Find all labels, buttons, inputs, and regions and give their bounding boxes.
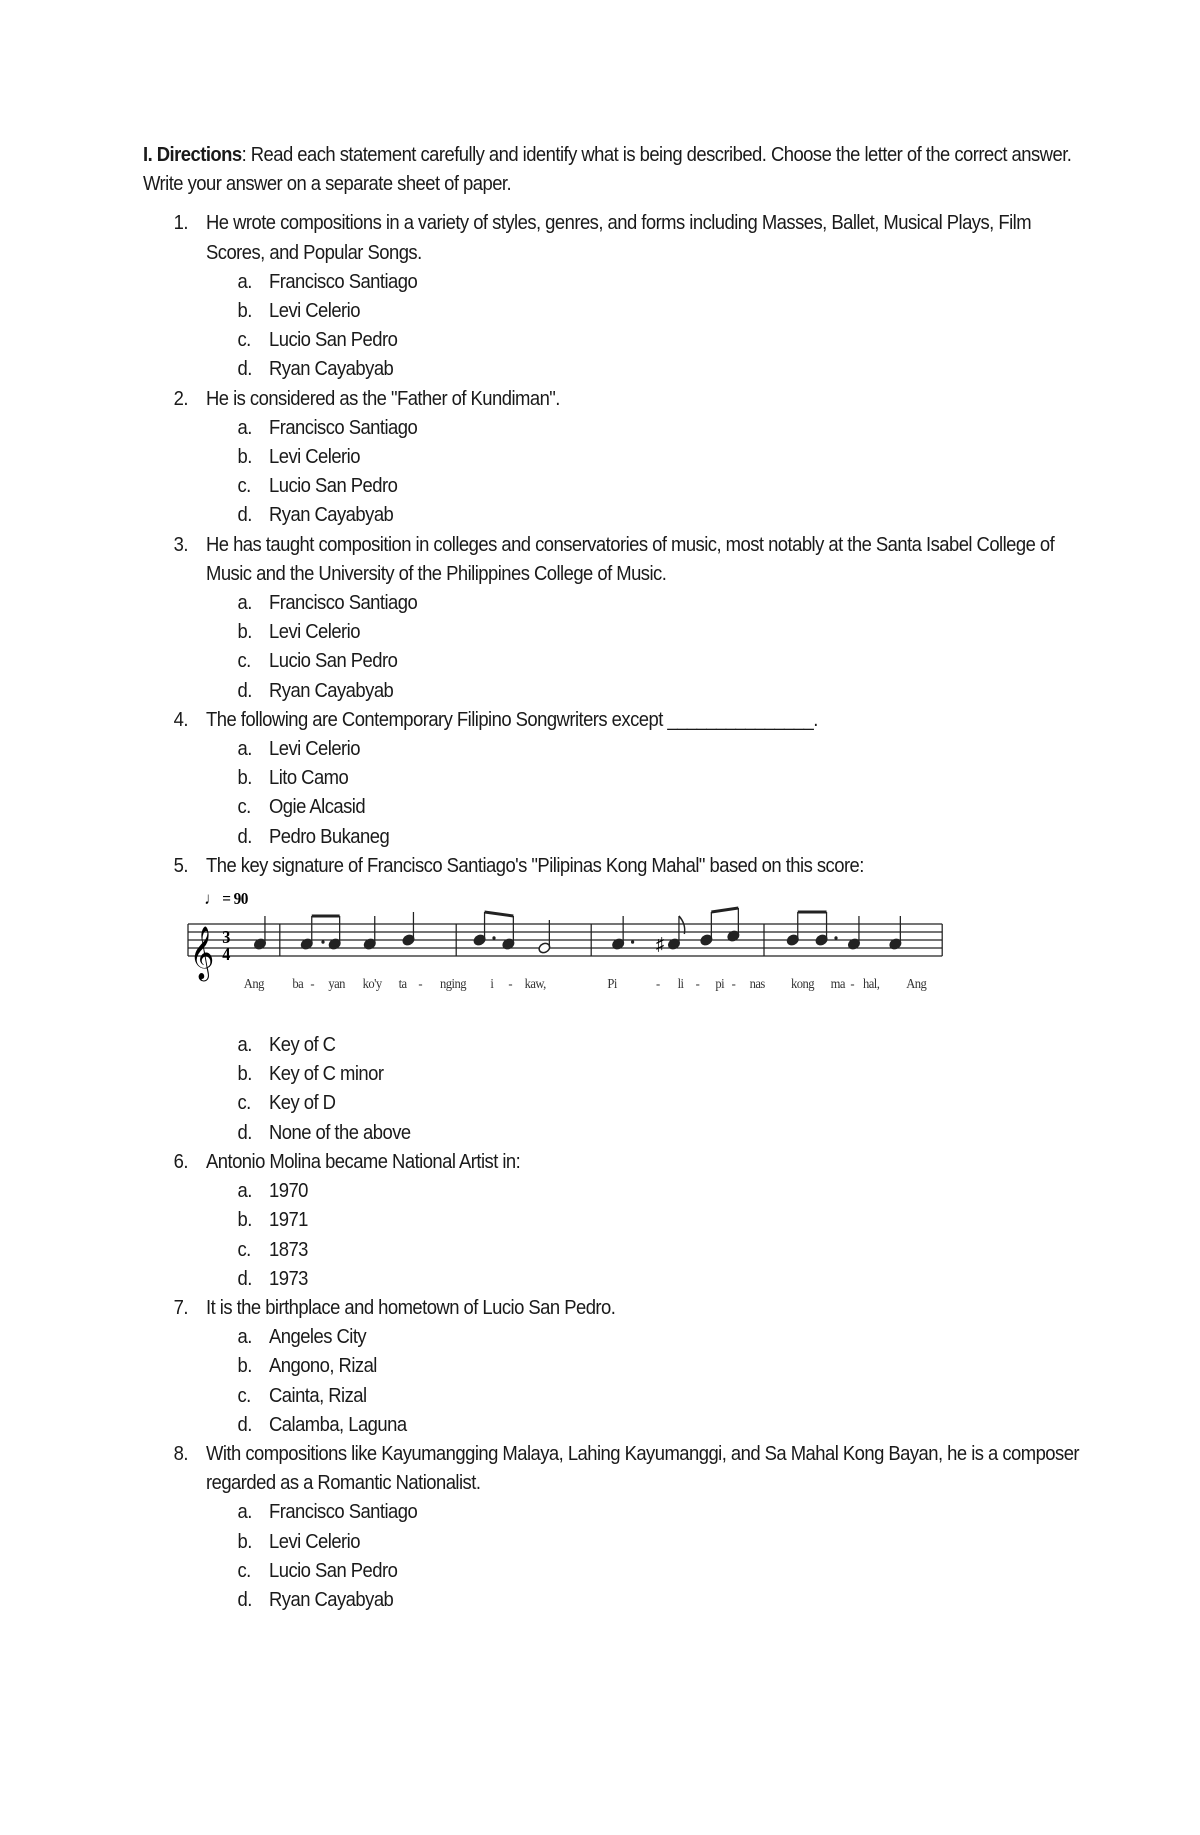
choice-d bbox=[206, 1410, 1083, 1439]
choice-text: 1970 bbox=[269, 1179, 308, 1203]
question-text: With compositions like Kayumangging Malaya, Lahing Kayumanggi, and Sa Mahal Kong Bayan, he is a composer regarded as a Romantic Nationalist. bbox=[206, 1441, 1080, 1495]
choice-text: Levi Celerio bbox=[269, 737, 360, 761]
music-score bbox=[170, 884, 946, 1016]
choice-c bbox=[206, 646, 1083, 675]
question-8 bbox=[143, 1439, 1083, 1614]
lyric-syllable: Pi bbox=[607, 975, 617, 992]
question-text: He has taught composition in colleges and conservatories of music, most notably at the Santa Isabel College of Music and the University of the Philippines College of Music. bbox=[206, 532, 1055, 585]
choice-letter: a. bbox=[237, 1179, 252, 1203]
lyric-syllable: kaw, bbox=[524, 975, 546, 992]
note-dot bbox=[321, 940, 324, 944]
question-text: The following are Contemporary Filipino Songwriters except _______________. bbox=[206, 707, 818, 731]
lyric-syllable: ma bbox=[830, 975, 845, 992]
choice-letter: d. bbox=[237, 503, 252, 527]
choice-list bbox=[206, 1030, 1083, 1147]
choice-letter: a. bbox=[237, 415, 252, 439]
choice-list bbox=[206, 413, 1083, 530]
choice-letter: b. bbox=[237, 766, 252, 790]
lyric-syllable: Ang bbox=[243, 975, 264, 992]
choice-b bbox=[206, 1059, 1083, 1088]
choice-text: Key of C bbox=[269, 1033, 336, 1057]
choice-text: 1973 bbox=[269, 1266, 308, 1290]
choice-text: Ryan Cayabyab bbox=[269, 678, 394, 702]
choice-letter: b. bbox=[237, 620, 252, 644]
lyric-syllable: hal, bbox=[863, 975, 880, 992]
choice-a bbox=[206, 413, 1083, 442]
choice-a bbox=[206, 1322, 1083, 1351]
tempo-marking: ♩ = 90 bbox=[204, 890, 248, 909]
lyrics bbox=[244, 975, 927, 991]
choice-text: Lucio San Pedro bbox=[269, 474, 398, 498]
question-4 bbox=[143, 705, 1083, 851]
choice-letter: a. bbox=[237, 1325, 252, 1349]
lyric-syllable: kong bbox=[791, 975, 815, 992]
choice-letter: c. bbox=[237, 1091, 251, 1115]
choice-text: Ryan Cayabyab bbox=[269, 357, 394, 381]
choice-letter: d. bbox=[237, 1587, 252, 1611]
choice-b bbox=[206, 442, 1083, 471]
choice-text: Francisco Santiago bbox=[269, 415, 418, 439]
choice-letter: c. bbox=[237, 795, 251, 819]
choice-a bbox=[206, 1176, 1083, 1205]
choice-letter: d. bbox=[237, 824, 252, 848]
choice-list bbox=[206, 1322, 1083, 1439]
question-number: 3. bbox=[173, 532, 188, 556]
choice-list bbox=[206, 1497, 1083, 1614]
question-6 bbox=[143, 1147, 1083, 1293]
note-beam bbox=[485, 912, 514, 916]
choice-letter: d. bbox=[237, 1120, 252, 1144]
lyric-syllable: - bbox=[418, 975, 423, 992]
choice-b bbox=[206, 1527, 1083, 1556]
choice-d bbox=[206, 1118, 1083, 1147]
choice-text: Levi Celerio bbox=[269, 445, 360, 469]
choice-text: Angono, Rizal bbox=[269, 1354, 377, 1378]
lyric-syllable: ba bbox=[292, 975, 304, 992]
notes bbox=[254, 908, 902, 954]
question-text: He wrote compositions in a variety of styles, genres, and forms including Masses, Ballet, Musical Plays, Film Scores, and Popular Songs. bbox=[206, 211, 1032, 264]
choice-d bbox=[206, 354, 1083, 383]
choice-text: Levi Celerio bbox=[269, 620, 360, 644]
question-number: 8. bbox=[173, 1441, 188, 1465]
choice-text: Francisco Santiago bbox=[269, 269, 418, 293]
lyric-syllable: i bbox=[490, 975, 494, 992]
choice-text: Lucio San Pedro bbox=[269, 328, 398, 352]
choice-letter: a. bbox=[237, 1500, 252, 1524]
choice-text: Francisco Santiago bbox=[269, 1500, 418, 1524]
choice-b bbox=[206, 1351, 1083, 1380]
lyric-syllable: pi bbox=[715, 975, 725, 992]
question-1 bbox=[143, 208, 1083, 383]
choice-text: Lucio San Pedro bbox=[269, 649, 398, 673]
question-text: He is considered as the "Father of Kundiman". bbox=[206, 386, 560, 410]
quiz-content bbox=[143, 140, 1083, 1614]
choice-list bbox=[206, 1176, 1083, 1293]
choice-letter: b. bbox=[237, 445, 252, 469]
lyric-syllable: - bbox=[850, 975, 855, 992]
choice-text: Lito Camo bbox=[269, 766, 349, 790]
choice-letter: c. bbox=[237, 649, 251, 673]
lyric-syllable: - bbox=[310, 975, 315, 992]
lyric-syllable: yan bbox=[328, 975, 345, 992]
choice-text: Cainta, Rizal bbox=[269, 1383, 367, 1407]
staff bbox=[188, 924, 942, 956]
lyric-syllable: - bbox=[508, 975, 513, 992]
choice-d bbox=[206, 500, 1083, 529]
choice-letter: b. bbox=[237, 1529, 252, 1553]
choice-b bbox=[206, 617, 1083, 646]
question-text: The key signature of Francisco Santiago's "Pilipinas Kong Mahal" based on this score: bbox=[206, 853, 864, 877]
choice-d bbox=[206, 676, 1083, 705]
question-text: Antonio Molina became National Artist in: bbox=[206, 1149, 521, 1173]
treble-clef-icon: 𝄞 bbox=[189, 928, 214, 979]
choice-b bbox=[206, 296, 1083, 325]
choice-letter: c. bbox=[237, 1237, 251, 1261]
choice-letter: b. bbox=[237, 1354, 252, 1378]
choice-text: Levi Celerio bbox=[269, 1529, 360, 1553]
choice-text: Francisco Santiago bbox=[269, 591, 418, 615]
choice-letter: b. bbox=[237, 1208, 252, 1232]
directions bbox=[143, 140, 1083, 198]
choice-c bbox=[206, 1088, 1083, 1117]
question-number: 2. bbox=[173, 386, 188, 410]
question-list bbox=[143, 208, 1083, 1614]
choice-c bbox=[206, 471, 1083, 500]
choice-text: 1873 bbox=[269, 1237, 308, 1261]
choice-letter: c. bbox=[237, 474, 251, 498]
question-3 bbox=[143, 530, 1083, 705]
lyric-syllable: ta bbox=[398, 975, 407, 992]
choice-b bbox=[206, 1205, 1083, 1234]
choice-text: Key of D bbox=[269, 1091, 336, 1115]
directions-text: : Read each statement carefully and identify what is being described. Choose the letter of the correct answer. Write your answer on a separate sheet of paper. bbox=[143, 143, 1072, 196]
choice-text: Ryan Cayabyab bbox=[269, 503, 394, 527]
choice-a bbox=[206, 1030, 1083, 1059]
choice-text: Ryan Cayabyab bbox=[269, 1587, 394, 1611]
choice-letter: d. bbox=[237, 1266, 252, 1290]
time-signature-top: 3 bbox=[222, 927, 230, 948]
choice-c bbox=[206, 1556, 1083, 1585]
choice-letter: a. bbox=[237, 737, 252, 761]
question-2 bbox=[143, 384, 1083, 530]
question-number: 6. bbox=[173, 1149, 188, 1173]
lyric-syllable: ko'y bbox=[362, 975, 382, 992]
choice-letter: d. bbox=[237, 357, 252, 381]
choice-letter: a. bbox=[237, 269, 252, 293]
choice-text: Key of C minor bbox=[269, 1062, 384, 1086]
note-dot bbox=[834, 936, 837, 940]
choice-b bbox=[206, 763, 1083, 792]
choice-text: Pedro Bukaneg bbox=[269, 824, 390, 848]
lyric-syllable: nas bbox=[749, 975, 765, 992]
choice-text: Lucio San Pedro bbox=[269, 1558, 398, 1582]
question-number: 1. bbox=[173, 211, 188, 235]
choice-c bbox=[206, 1235, 1083, 1264]
choice-c bbox=[206, 325, 1083, 354]
choice-list bbox=[206, 267, 1083, 384]
lyric-syllable: li bbox=[677, 975, 684, 992]
choice-text: Ogie Alcasid bbox=[269, 795, 366, 819]
directions-label: I. Directions bbox=[143, 143, 242, 166]
lyric-syllable: nging bbox=[440, 975, 466, 992]
choice-d bbox=[206, 822, 1083, 851]
choice-a bbox=[206, 588, 1083, 617]
note-dot bbox=[631, 940, 634, 944]
lyric-syllable: Ang bbox=[906, 975, 927, 992]
choice-a bbox=[206, 1497, 1083, 1526]
question-number: 7. bbox=[173, 1295, 188, 1319]
question-7 bbox=[143, 1293, 1083, 1439]
choice-text: Levi Celerio bbox=[269, 299, 360, 323]
choice-list bbox=[206, 734, 1083, 851]
choice-letter: b. bbox=[237, 1062, 252, 1086]
choice-letter: a. bbox=[237, 591, 252, 615]
choice-text: 1971 bbox=[269, 1208, 308, 1232]
choice-text: Calamba, Laguna bbox=[269, 1412, 407, 1436]
note-flag bbox=[679, 916, 685, 934]
choice-text: None of the above bbox=[269, 1120, 411, 1144]
question-number: 4. bbox=[173, 707, 188, 731]
choice-c bbox=[206, 1381, 1083, 1410]
choice-c bbox=[206, 792, 1083, 821]
question-text: It is the birthplace and hometown of Lucio San Pedro. bbox=[206, 1295, 616, 1319]
choice-list bbox=[206, 588, 1083, 705]
question-5 bbox=[143, 851, 1083, 1147]
lyric-syllable: - bbox=[731, 975, 736, 992]
sharp-icon: ♯ bbox=[656, 934, 664, 955]
lyric-syllable: - bbox=[695, 975, 700, 992]
choice-d bbox=[206, 1264, 1083, 1293]
choice-letter: b. bbox=[237, 299, 252, 323]
choice-letter: c. bbox=[237, 1558, 251, 1582]
choice-d bbox=[206, 1585, 1083, 1614]
choice-letter: c. bbox=[237, 1383, 251, 1407]
choice-a bbox=[206, 267, 1083, 296]
choice-letter: c. bbox=[237, 328, 251, 352]
time-signature-bottom: 4 bbox=[222, 944, 230, 965]
choice-a bbox=[206, 734, 1083, 763]
note-dot bbox=[492, 936, 495, 940]
choice-text: Angeles City bbox=[269, 1325, 367, 1349]
choice-letter: a. bbox=[237, 1033, 252, 1057]
note-beam bbox=[711, 908, 738, 912]
lyric-syllable: - bbox=[656, 975, 660, 992]
choice-letter: d. bbox=[237, 1412, 252, 1436]
question-number: 5. bbox=[173, 853, 188, 877]
choice-letter: d. bbox=[237, 678, 252, 702]
